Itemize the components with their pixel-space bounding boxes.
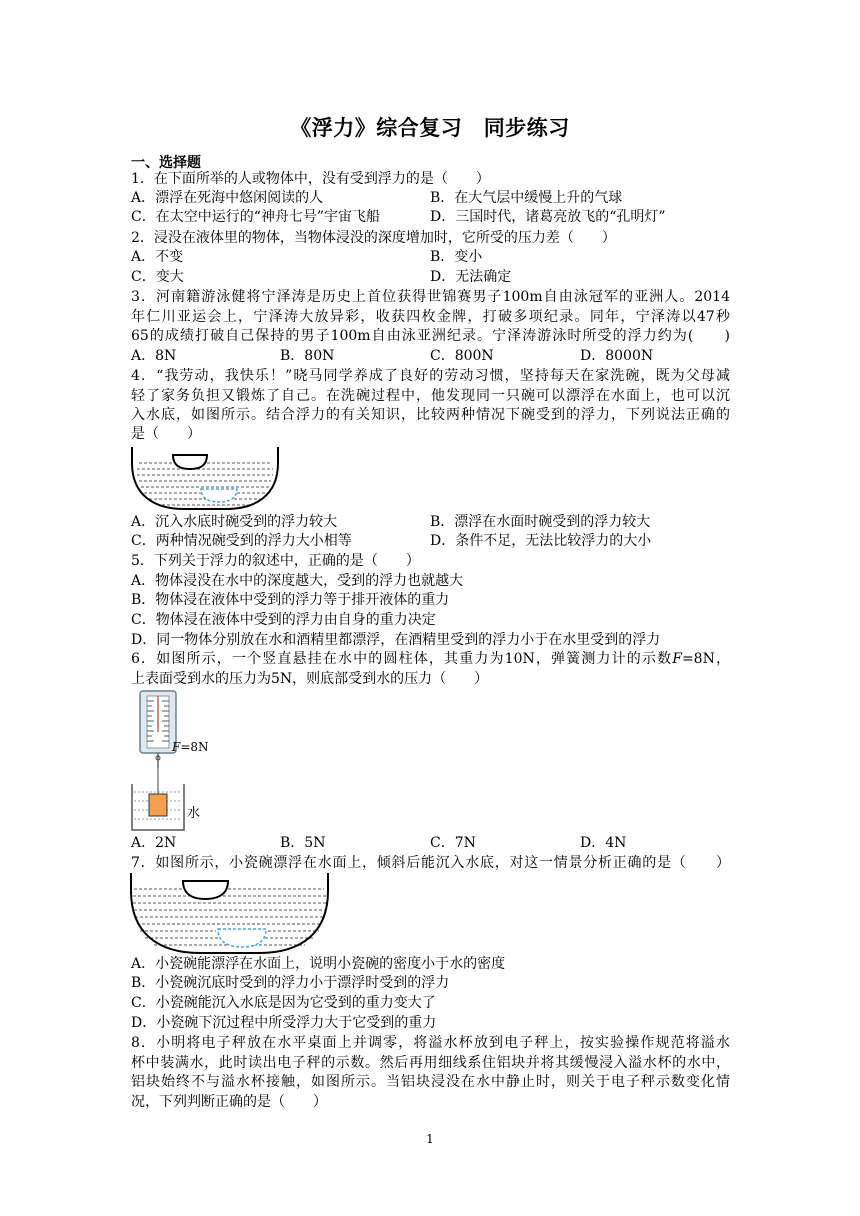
bowl-figure-q4 bbox=[129, 445, 281, 511]
q5-option-c: C．物体浸在液体中受到的浮力由自身的重力决定 bbox=[131, 612, 436, 628]
q5-option-a: A．物体浸没在水中的深度越大，受到的浮力也就越大 bbox=[131, 573, 464, 589]
fig-water-label: 水 bbox=[187, 806, 201, 821]
q2-option-b: B．变小 bbox=[430, 249, 483, 265]
q5-stem: 5．下列关于浮力的叙述中，正确的是（ ） bbox=[131, 553, 420, 569]
q6-option-c: C．7N bbox=[430, 835, 476, 851]
fig-force-label bbox=[172, 738, 209, 757]
q4-option-b: B．漂浮在水面时碗受到的浮力较大 bbox=[430, 514, 651, 530]
q6-line-1-value: =8N， bbox=[681, 651, 730, 667]
q4-line-1: 4．“我劳动，我快乐！”晓马同学养成了良好的劳动习惯，坚持每天在家洗碗，既为父母减 bbox=[131, 368, 730, 384]
q4-option-c: C．两种情况碗受到的浮力大小相等 bbox=[131, 533, 352, 549]
q4-option-d: D．条件不足，无法比较浮力的大小 bbox=[430, 533, 652, 549]
q2-stem: 2．浸没在液体里的物体，当物体浸没的深度增加时，它所受的压力差（ ） bbox=[131, 230, 616, 246]
fig-force-variable: F bbox=[172, 740, 181, 754]
q6-line-2: 上表面受到水的压力为5N，则底部受到水的压力（ ） bbox=[131, 671, 489, 687]
q8-line-4: 况，下列判断正确的是（ ） bbox=[131, 1094, 327, 1110]
q3-option-b: B．80N bbox=[280, 348, 335, 364]
q7-stem: 7．如图所示，小瓷碗漂浮在水面上，倾斜后能沉入水底，对这一情景分析正确的是（ ） bbox=[131, 855, 730, 871]
q6-line-1-text: 6．如图所示，一个竖直悬挂在水中的圆柱体，其重力为10N，弹簧测力计的示数 bbox=[131, 651, 673, 667]
q7-option-d: D．小瓷碗下沉过程中所受浮力大于它受到的重力 bbox=[131, 1015, 437, 1031]
q4-line-4: 是（ ） bbox=[131, 426, 201, 442]
q3-option-d: D．8000N bbox=[580, 348, 654, 364]
q2-option-c: C．变大 bbox=[131, 269, 184, 285]
q6-force-variable: F bbox=[672, 651, 682, 667]
q4-line-2: 轻了家务负担又锻炼了自己。在洗碗过程中，他发现同一只碗可以漂浮在水面上，也可以沉 bbox=[131, 388, 730, 404]
q6-option-b: B．5N bbox=[280, 835, 326, 851]
q1-option-b: B．在大气层中缓慢上升的气球 bbox=[430, 190, 623, 206]
q1-option-d: D．三国时代，诸葛亮放飞的“孔明灯” bbox=[430, 209, 666, 225]
q4-line-3: 入水底，如图所示。结合浮力的有关知识，比较两种情况下碗受到的浮力，下列说法正确的 bbox=[131, 407, 730, 423]
q1-stem: 1．在下面所举的人或物体中，没有受到浮力的是（ ） bbox=[131, 171, 490, 187]
q8-line-2: 杯中装满水，此时读出电子秤的示数。然后再用细线系住铝块并将其缓慢浸入溢水杯的水中， bbox=[131, 1055, 730, 1071]
q1-option-c: C．在太空中运行的“神舟七号”宇宙飞船 bbox=[131, 209, 381, 225]
q3-line-2: 年仁川亚运会上，宁泽涛大放异彩，收获四枚金牌，打破多项纪录。同年，宁泽涛以47秒 bbox=[131, 309, 730, 325]
q5-option-d: D．同一物体分别放在水和酒精里都漂浮，在酒精里受到的浮力小于在水里受到的浮力 bbox=[131, 632, 661, 648]
q1-option-a: A．漂浮在死海中悠闲阅读的人 bbox=[131, 190, 324, 206]
q6-option-d: D．4N bbox=[580, 835, 627, 851]
q5-option-b: B．物体浸在液体中受到的浮力等于排开液体的重力 bbox=[131, 592, 450, 608]
q8-line-1: 8．小明将电子秤放在水平桌面上并调零，将溢水杯放到电子秤上，按实验操作规范将溢水 bbox=[131, 1035, 730, 1051]
q6-line-1 bbox=[131, 650, 730, 669]
page-number: 1 bbox=[426, 1132, 434, 1146]
q3-line-1: 3．河南籍游泳健将宁泽涛是历史上首位获得世锦赛男子100m自由泳冠军的亚洲人。2014 bbox=[131, 289, 730, 305]
q2-option-d: D．无法确定 bbox=[430, 269, 512, 285]
q3-line-3: 65的成绩打破自己保持的男子100m自由泳亚洲纪录。宁泽涛游泳时所受的浮力约为( ) bbox=[131, 328, 730, 344]
q3-option-c: C．800N bbox=[430, 348, 494, 364]
q7-option-c: C．小瓷碗能沉入水底是因为它受到的重力变大了 bbox=[131, 995, 436, 1011]
q7-option-a: A．小瓷碗能漂浮在水面上，说明小瓷碗的密度小于水的密度 bbox=[131, 956, 506, 972]
q6-option-a: A．2N bbox=[131, 835, 177, 851]
fig-force-value: =8N bbox=[180, 740, 209, 754]
bowl-figure-q7 bbox=[128, 871, 331, 957]
q8-line-3: 铝块始终不与溢水杯接触，如图所示。当铝块浸没在水中静止时，则关于电子秤示数变化情 bbox=[131, 1074, 730, 1090]
page-title: 《浮力》综合复习 同步练习 bbox=[290, 115, 570, 140]
q2-option-a: A．不变 bbox=[131, 249, 184, 265]
q4-option-a: A．沉入水底时碗受到的浮力较大 bbox=[131, 514, 338, 530]
q7-option-b: B．小瓷碗沉底时受到的浮力小于漂浮时受到的浮力 bbox=[131, 975, 450, 991]
section-heading: 一、选择题 bbox=[131, 155, 201, 171]
q3-option-a: A．8N bbox=[131, 348, 177, 364]
